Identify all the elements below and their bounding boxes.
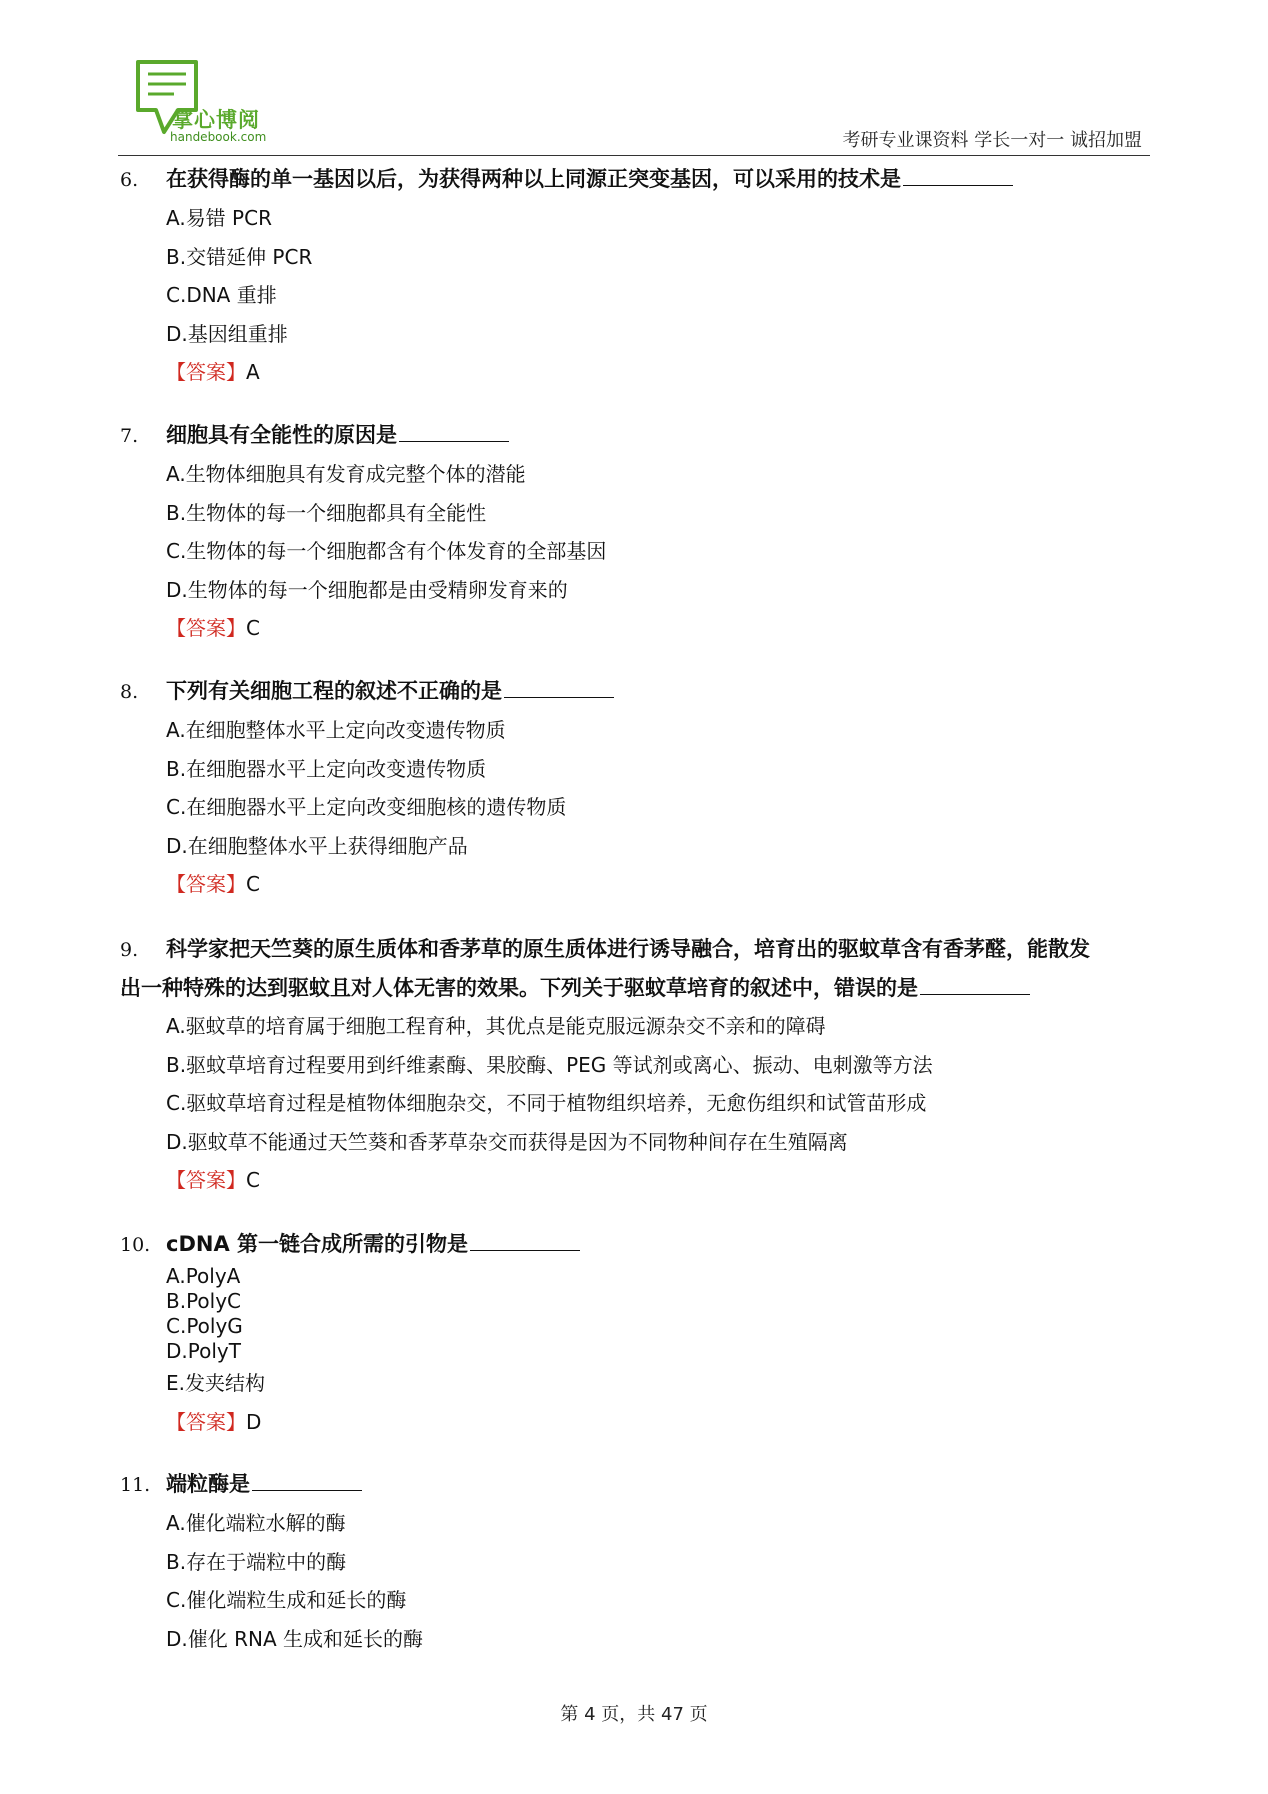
answer-value: C xyxy=(246,616,260,640)
option-a: A.PolyA xyxy=(166,1264,241,1288)
answer-value: C xyxy=(246,872,260,896)
question-number: 9. xyxy=(120,939,139,961)
question-9 xyxy=(120,930,1160,1200)
question-text: 下列有关细胞工程的叙述不正确的是 xyxy=(166,679,502,703)
option-b: B.生物体的每一个细胞都具有全能性 xyxy=(166,500,487,525)
question-stem xyxy=(120,160,1160,199)
question-text: 科学家把天竺葵的原生质体和香茅草的原生质体进行诱导融合，培育出的驱蚊草含有香茅醛，能散发 xyxy=(166,937,1090,961)
option-c: C.PolyG xyxy=(166,1314,243,1338)
answer xyxy=(166,609,1160,648)
answer xyxy=(166,1403,1160,1442)
option-d: D.基因组重排 xyxy=(166,321,288,346)
option-b: B.PolyC xyxy=(166,1289,242,1313)
answer xyxy=(166,353,1160,392)
option-c: C.催化端粒生成和延长的酶 xyxy=(166,1588,407,1612)
question-7 xyxy=(120,416,1160,648)
question-10 xyxy=(120,1225,1160,1441)
option-c: C.生物体的每一个细胞都含有个体发育的全部基因 xyxy=(166,539,607,563)
option-a: A.驱蚊草的培育属于细胞工程育种，其优点是能克服远源杂交不亲和的障碍 xyxy=(166,1014,826,1038)
option-b: B.交错延伸 PCR xyxy=(166,244,313,269)
question-text: 出一种特殊的达到驱蚊且对人体无害的效果。下列关于驱蚊草培育的叙述中，错误的是 xyxy=(120,976,918,1000)
option-d: D.催化 RNA 生成和延长的酶 xyxy=(166,1626,424,1651)
option-a: A.生物体细胞具有发育成完整个体的潜能 xyxy=(166,462,526,486)
answer-label: 【答案】 xyxy=(166,1168,246,1192)
question-stem-line-1 xyxy=(120,930,1160,969)
logo-text: 掌心博阅 xyxy=(172,108,260,132)
option-a: A.催化端粒水解的酶 xyxy=(166,1511,346,1535)
question-6 xyxy=(120,160,1160,392)
answer-label: 【答案】 xyxy=(166,360,246,384)
question-number: 8. xyxy=(120,681,139,703)
option-c: C.在细胞器水平上定向改变细胞核的遗传物质 xyxy=(166,795,567,819)
question-number: 6. xyxy=(120,169,139,191)
option-d: D.驱蚊草不能通过天竺葵和香茅草杂交而获得是因为不同物种间存在生殖隔离 xyxy=(166,1129,848,1154)
question-stem xyxy=(120,672,1160,711)
answer-blank xyxy=(399,419,509,442)
option-a: A.易错 PCR xyxy=(166,206,272,230)
option-b: B.在细胞器水平上定向改变遗传物质 xyxy=(166,756,487,781)
question-text: cDNA 第一链合成所需的引物是 xyxy=(166,1232,469,1256)
answer xyxy=(166,1161,1160,1200)
header-slogan: 考研专业课资料 学长一对一 诚招加盟 xyxy=(842,130,1142,151)
logo-url: handebook.com xyxy=(170,130,267,144)
question-text: 细胞具有全能性的原因是 xyxy=(166,423,397,447)
answer-blank xyxy=(252,1468,362,1491)
question-number: 10. xyxy=(120,1234,151,1256)
header-divider xyxy=(118,155,1150,156)
answer-blank xyxy=(903,163,1013,186)
answer xyxy=(166,865,1160,904)
option-e: E.发夹结构 xyxy=(166,1371,265,1395)
option-d: D.在细胞整体水平上获得细胞产品 xyxy=(166,833,468,858)
question-number: 7. xyxy=(120,425,139,447)
answer-value: D xyxy=(246,1409,262,1434)
option-c: C.驱蚊草培育过程是植物体细胞杂交，不同于植物组织培养，无愈伤组织和试管苗形成 xyxy=(166,1091,927,1115)
question-stem-line-2 xyxy=(120,969,1160,1007)
question-11 xyxy=(120,1465,1160,1658)
answer-label: 【答案】 xyxy=(166,872,246,896)
page-number: 第 4 页，共 47 页 xyxy=(560,1704,708,1725)
answer-blank xyxy=(504,675,614,698)
answer-value: C xyxy=(246,1168,260,1192)
question-stem xyxy=(120,1225,1160,1264)
option-c: C.DNA 重排 xyxy=(166,283,277,307)
question-stem xyxy=(120,416,1160,455)
answer-label: 【答案】 xyxy=(166,616,246,640)
question-stem xyxy=(120,1465,1160,1504)
answer-blank xyxy=(920,972,1030,995)
question-text: 端粒酶是 xyxy=(166,1472,250,1496)
option-d: D.生物体的每一个细胞都是由受精卵发育来的 xyxy=(166,577,568,602)
answer-value: A xyxy=(246,360,260,384)
option-b: B.存在于端粒中的酶 xyxy=(166,1549,347,1574)
question-text: 在获得酶的单一基因以后，为获得两种以上同源正突变基因，可以采用的技术是 xyxy=(166,167,901,191)
answer-blank xyxy=(470,1228,580,1251)
option-a: A.在细胞整体水平上定向改变遗传物质 xyxy=(166,718,506,742)
answer-label: 【答案】 xyxy=(166,1409,246,1434)
option-d: D.PolyT xyxy=(166,1339,241,1363)
question-number: 11. xyxy=(120,1474,151,1496)
question-8 xyxy=(120,672,1160,904)
option-b: B.驱蚊草培育过程要用到纤维素酶、果胶酶、PEG 等试剂或离心、振动、电刺激等方法 xyxy=(166,1052,933,1077)
